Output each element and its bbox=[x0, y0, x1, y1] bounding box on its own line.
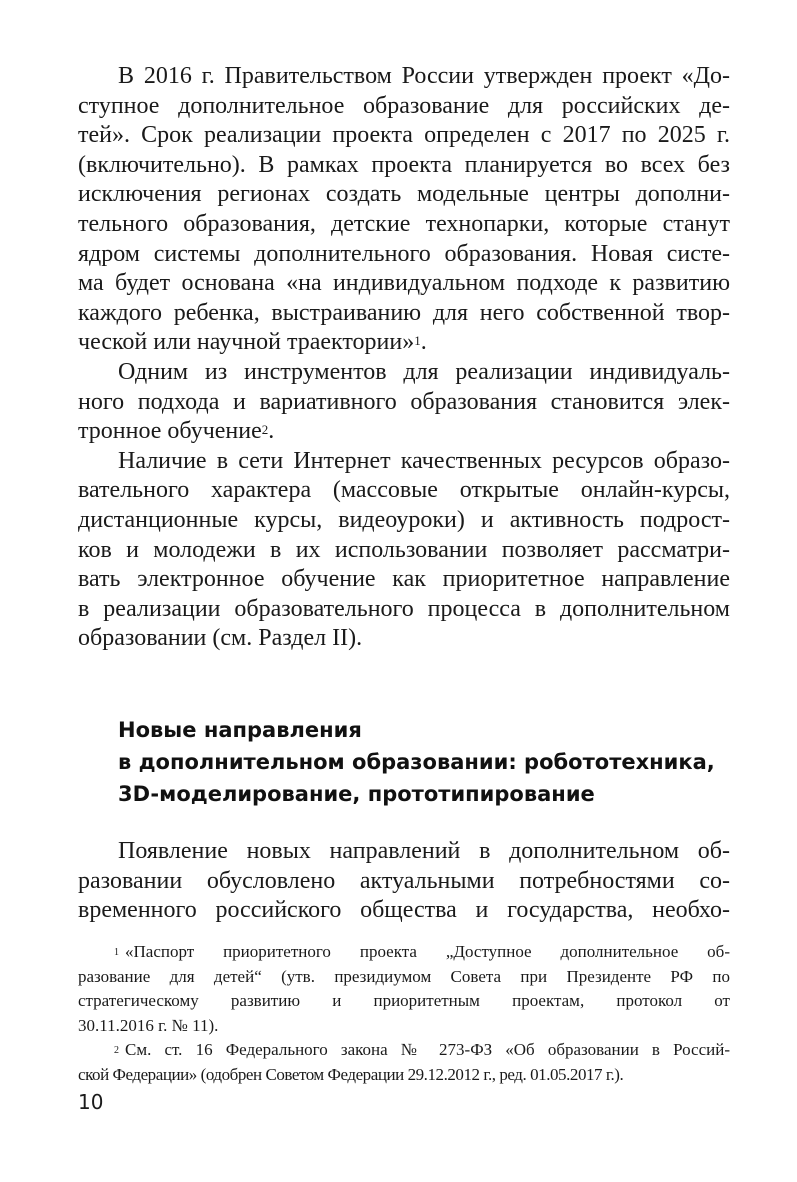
paragraph-1 bbox=[78, 62, 730, 358]
footnote-ref-2[interactable]: 2 bbox=[261, 422, 269, 438]
footnote-line: стратегическому развитию и приоритетным проектам, протокол от bbox=[78, 991, 730, 1010]
footnote-line bbox=[78, 940, 730, 965]
paragraph-2 bbox=[78, 358, 730, 447]
text-line: исключения регионах создать модельные центры дополни- bbox=[78, 181, 730, 208]
footnote-ref-1[interactable]: 1 bbox=[414, 333, 421, 349]
footnote-line: разование для детей“ (утв. президиумом Совета при Президенте РФ по bbox=[78, 966, 730, 986]
text-line: тельного образования, детские технопарки, которые станут bbox=[78, 210, 730, 237]
text-line: вательного характера (массовые открытые онлайн-курсы, bbox=[78, 477, 730, 504]
footnote-mark: 1 bbox=[114, 947, 119, 958]
text-segment: тронное обучение bbox=[78, 418, 262, 445]
text-segment: . bbox=[420, 329, 427, 356]
footnote-mark: 2 bbox=[114, 1045, 119, 1056]
footnote-text: «Паспорт приоритетного проекта „Доступное дополнительное об- bbox=[125, 942, 730, 961]
text-line: ядром системы дополнительного образования. Новая систе- bbox=[78, 240, 730, 267]
heading-line: 3D-моделирование, прототипирование bbox=[118, 782, 595, 806]
text-line: (включительно). В рамках проекта планируется во всех без bbox=[78, 151, 730, 178]
section-body bbox=[78, 837, 730, 926]
footnote-line: 30.11.2016 г. № 11). bbox=[78, 1015, 219, 1035]
text-line: Наличие в сети Интернет качественных ресурсов образо- bbox=[118, 447, 730, 474]
footnote-1 bbox=[78, 940, 730, 1038]
footnotes bbox=[78, 940, 730, 1087]
paragraph-3 bbox=[78, 447, 730, 654]
main-text bbox=[78, 62, 730, 654]
text-line: Появление новых направлений в дополнительном об- bbox=[118, 838, 730, 864]
page-number: 10 bbox=[78, 1090, 104, 1114]
text-segment: . bbox=[268, 418, 275, 445]
text-line: Одним из инструментов для реализации индивидуаль- bbox=[118, 358, 730, 385]
footnote-line: ской Федерации» (одобрен Советом Федерации 29.12.2012 г., ред. 01.05.2017 г.). bbox=[78, 1064, 624, 1084]
section-heading bbox=[118, 714, 718, 810]
text-line: дистанционные курсы, видеоуроки) и активность подрост- bbox=[78, 506, 730, 533]
heading-line: в дополнительном образовании: робототехника, bbox=[118, 750, 715, 774]
text-line bbox=[78, 328, 730, 358]
text-line: разовании обусловлено актуальными потребностями со- bbox=[78, 867, 730, 894]
footnote-line bbox=[78, 1038, 730, 1063]
heading-line: Новые направления bbox=[118, 718, 362, 742]
footnote-text: См. ст. 16 Федерального закона № 273-ФЗ «Об образовании в Россий- bbox=[125, 1040, 730, 1059]
text-line bbox=[78, 417, 730, 447]
text-line: ного подхода и вариативного образования становится элек- bbox=[78, 388, 730, 415]
text-segment: ческой или научной траектории» bbox=[78, 329, 415, 356]
text-line: тей». Срок реализации проекта определен с 2017 по 2025 г. bbox=[78, 122, 730, 149]
text-line: каждого ребенка, выстраиванию для него собственной твор- bbox=[78, 299, 730, 326]
text-line: временного российского общества и государства, необхо- bbox=[78, 897, 730, 924]
text-line: ков и молодежи в их использовании позволяет рассматри- bbox=[78, 536, 730, 563]
text-line: ма будет основана «на индивидуальном подходе к развитию bbox=[78, 270, 730, 297]
text-line: В 2016 г. Правительством России утвержден проект «До- bbox=[118, 63, 730, 89]
text-line: в реализации образовательного процесса в дополнительном bbox=[78, 595, 730, 622]
footnote-2 bbox=[78, 1038, 730, 1087]
text-line: ступное дополнительное образование для российских де- bbox=[78, 92, 730, 119]
text-line: образовании (см. Раздел II). bbox=[78, 625, 363, 652]
text-line: вать электронное обучение как приоритетное направление bbox=[78, 566, 730, 593]
